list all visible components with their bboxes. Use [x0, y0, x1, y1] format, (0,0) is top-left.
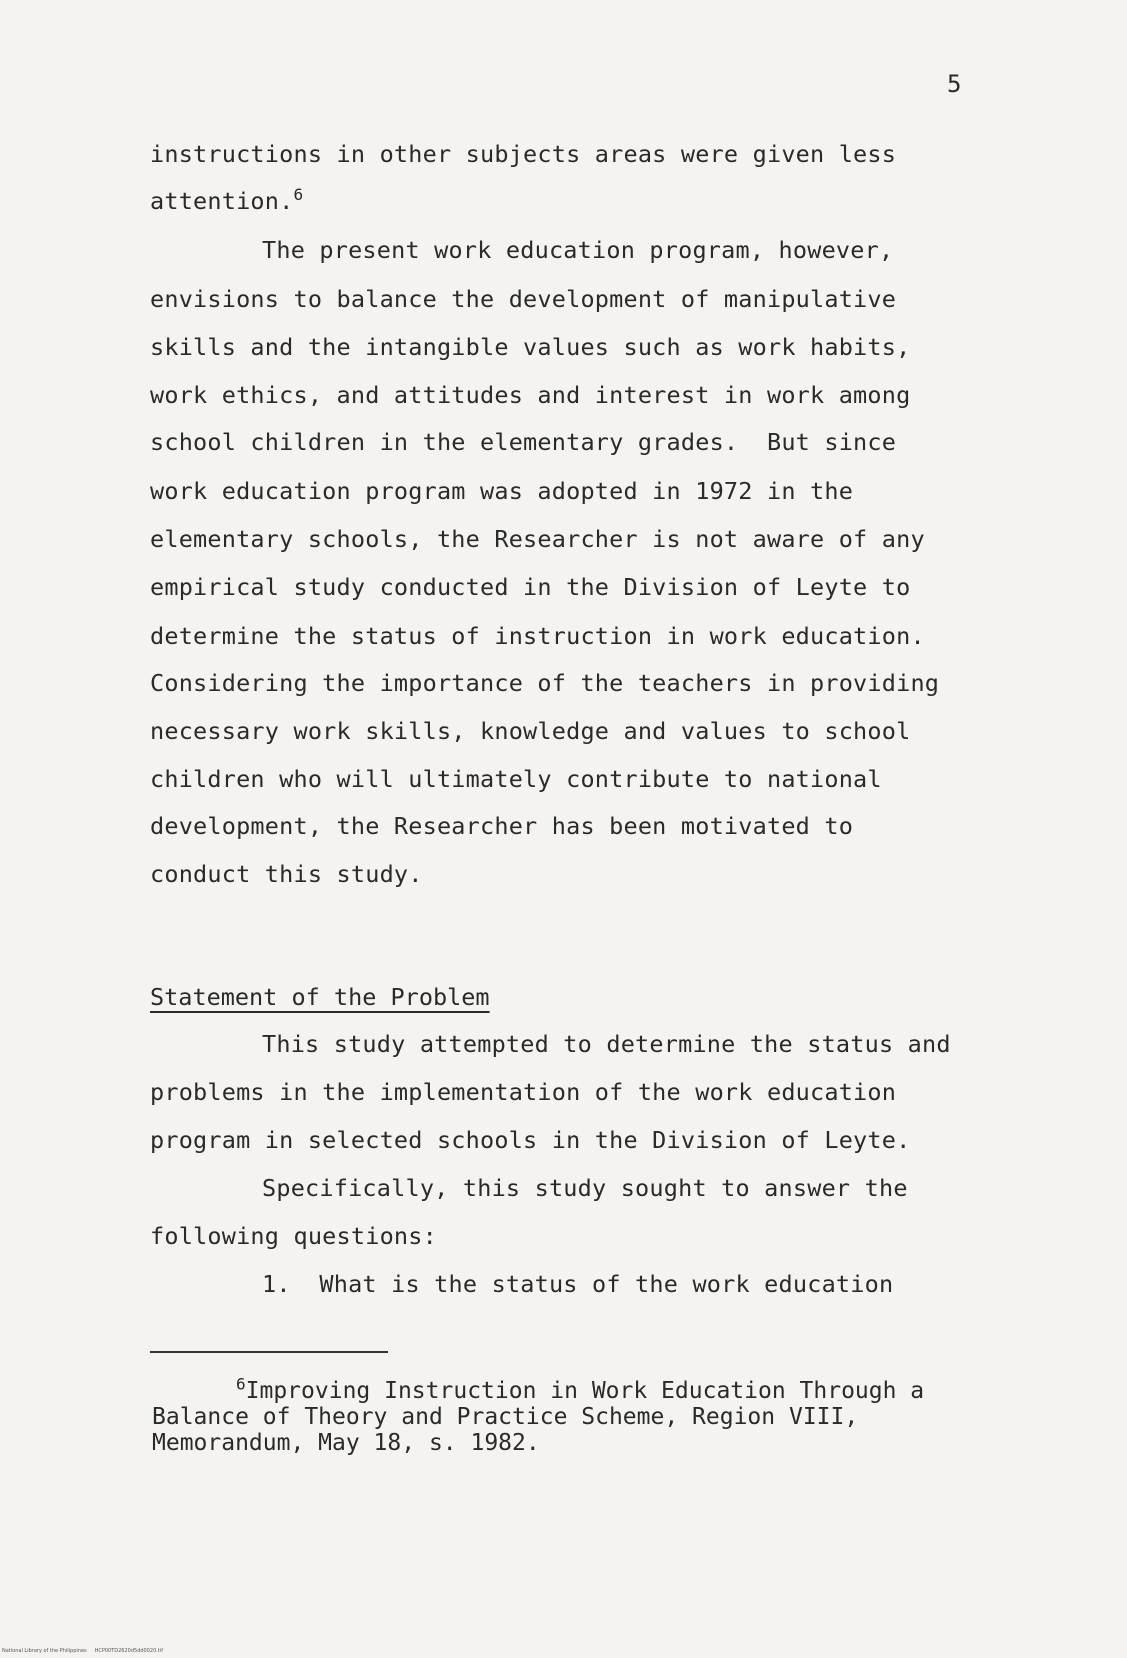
text-line: children who will ultimately contribute to national [150, 765, 882, 793]
text-line: program in selected schools in the Division of Leyte. [150, 1126, 911, 1154]
text-line: necessary work skills, knowledge and values to school [150, 717, 911, 745]
text-line: determine the status of instruction in work education. [150, 622, 925, 650]
text-line: This study attempted to determine the status and [262, 1030, 951, 1058]
footnote-line: Memorandum, May 18, s. 1982. [152, 1430, 540, 1456]
text-line: work education program was adopted in 1972 in the [150, 477, 854, 505]
text-line [150, 187, 303, 215]
text-line: following questions: [150, 1222, 437, 1250]
text-line: empirical study conducted in the Division of Leyte to [150, 573, 911, 601]
scan-credit: National Library of the Philippines HCP00TD2620d5dd0020.tif [2, 1648, 163, 1654]
text-line: Specifically, this study sought to answer the [262, 1174, 908, 1202]
footnote-mark: 6 [236, 1374, 246, 1394]
question-item: 1. What is the status of the work education [262, 1270, 894, 1298]
footnote-line: Balance of Theory and Practice Scheme, Region VIII, [152, 1404, 859, 1430]
text-line: instructions in other subjects areas were given less [150, 140, 897, 168]
text-line: Considering the importance of the teachers in providing [150, 669, 940, 697]
text-line: development, the Researcher has been motivated to [150, 812, 854, 840]
text-line: school children in the elementary grades. But since [150, 428, 897, 456]
text-line: The present work education program, however, [262, 236, 894, 264]
page-number: 5 [947, 70, 962, 98]
text-line: problems in the implementation of the work education [150, 1078, 897, 1106]
footnote-divider [150, 1351, 388, 1353]
text-line: skills and the intangible values such as work habits, [150, 333, 911, 361]
section-heading: Statement of the Problem [150, 983, 490, 1011]
text-fragment: attention. [150, 187, 294, 215]
text-fragment: Improving Instruction in Work Education Through a [245, 1378, 925, 1404]
text-line: elementary schools, the Researcher is not aware of any [150, 525, 925, 553]
text-line: work ethics, and attitudes and interest in work among [150, 381, 911, 409]
text-line: envisions to balance the development of manipulative [150, 285, 897, 313]
footnote-line [236, 1374, 925, 1404]
footnote-reference: 6 [293, 185, 304, 205]
text-line: conduct this study. [150, 860, 423, 888]
